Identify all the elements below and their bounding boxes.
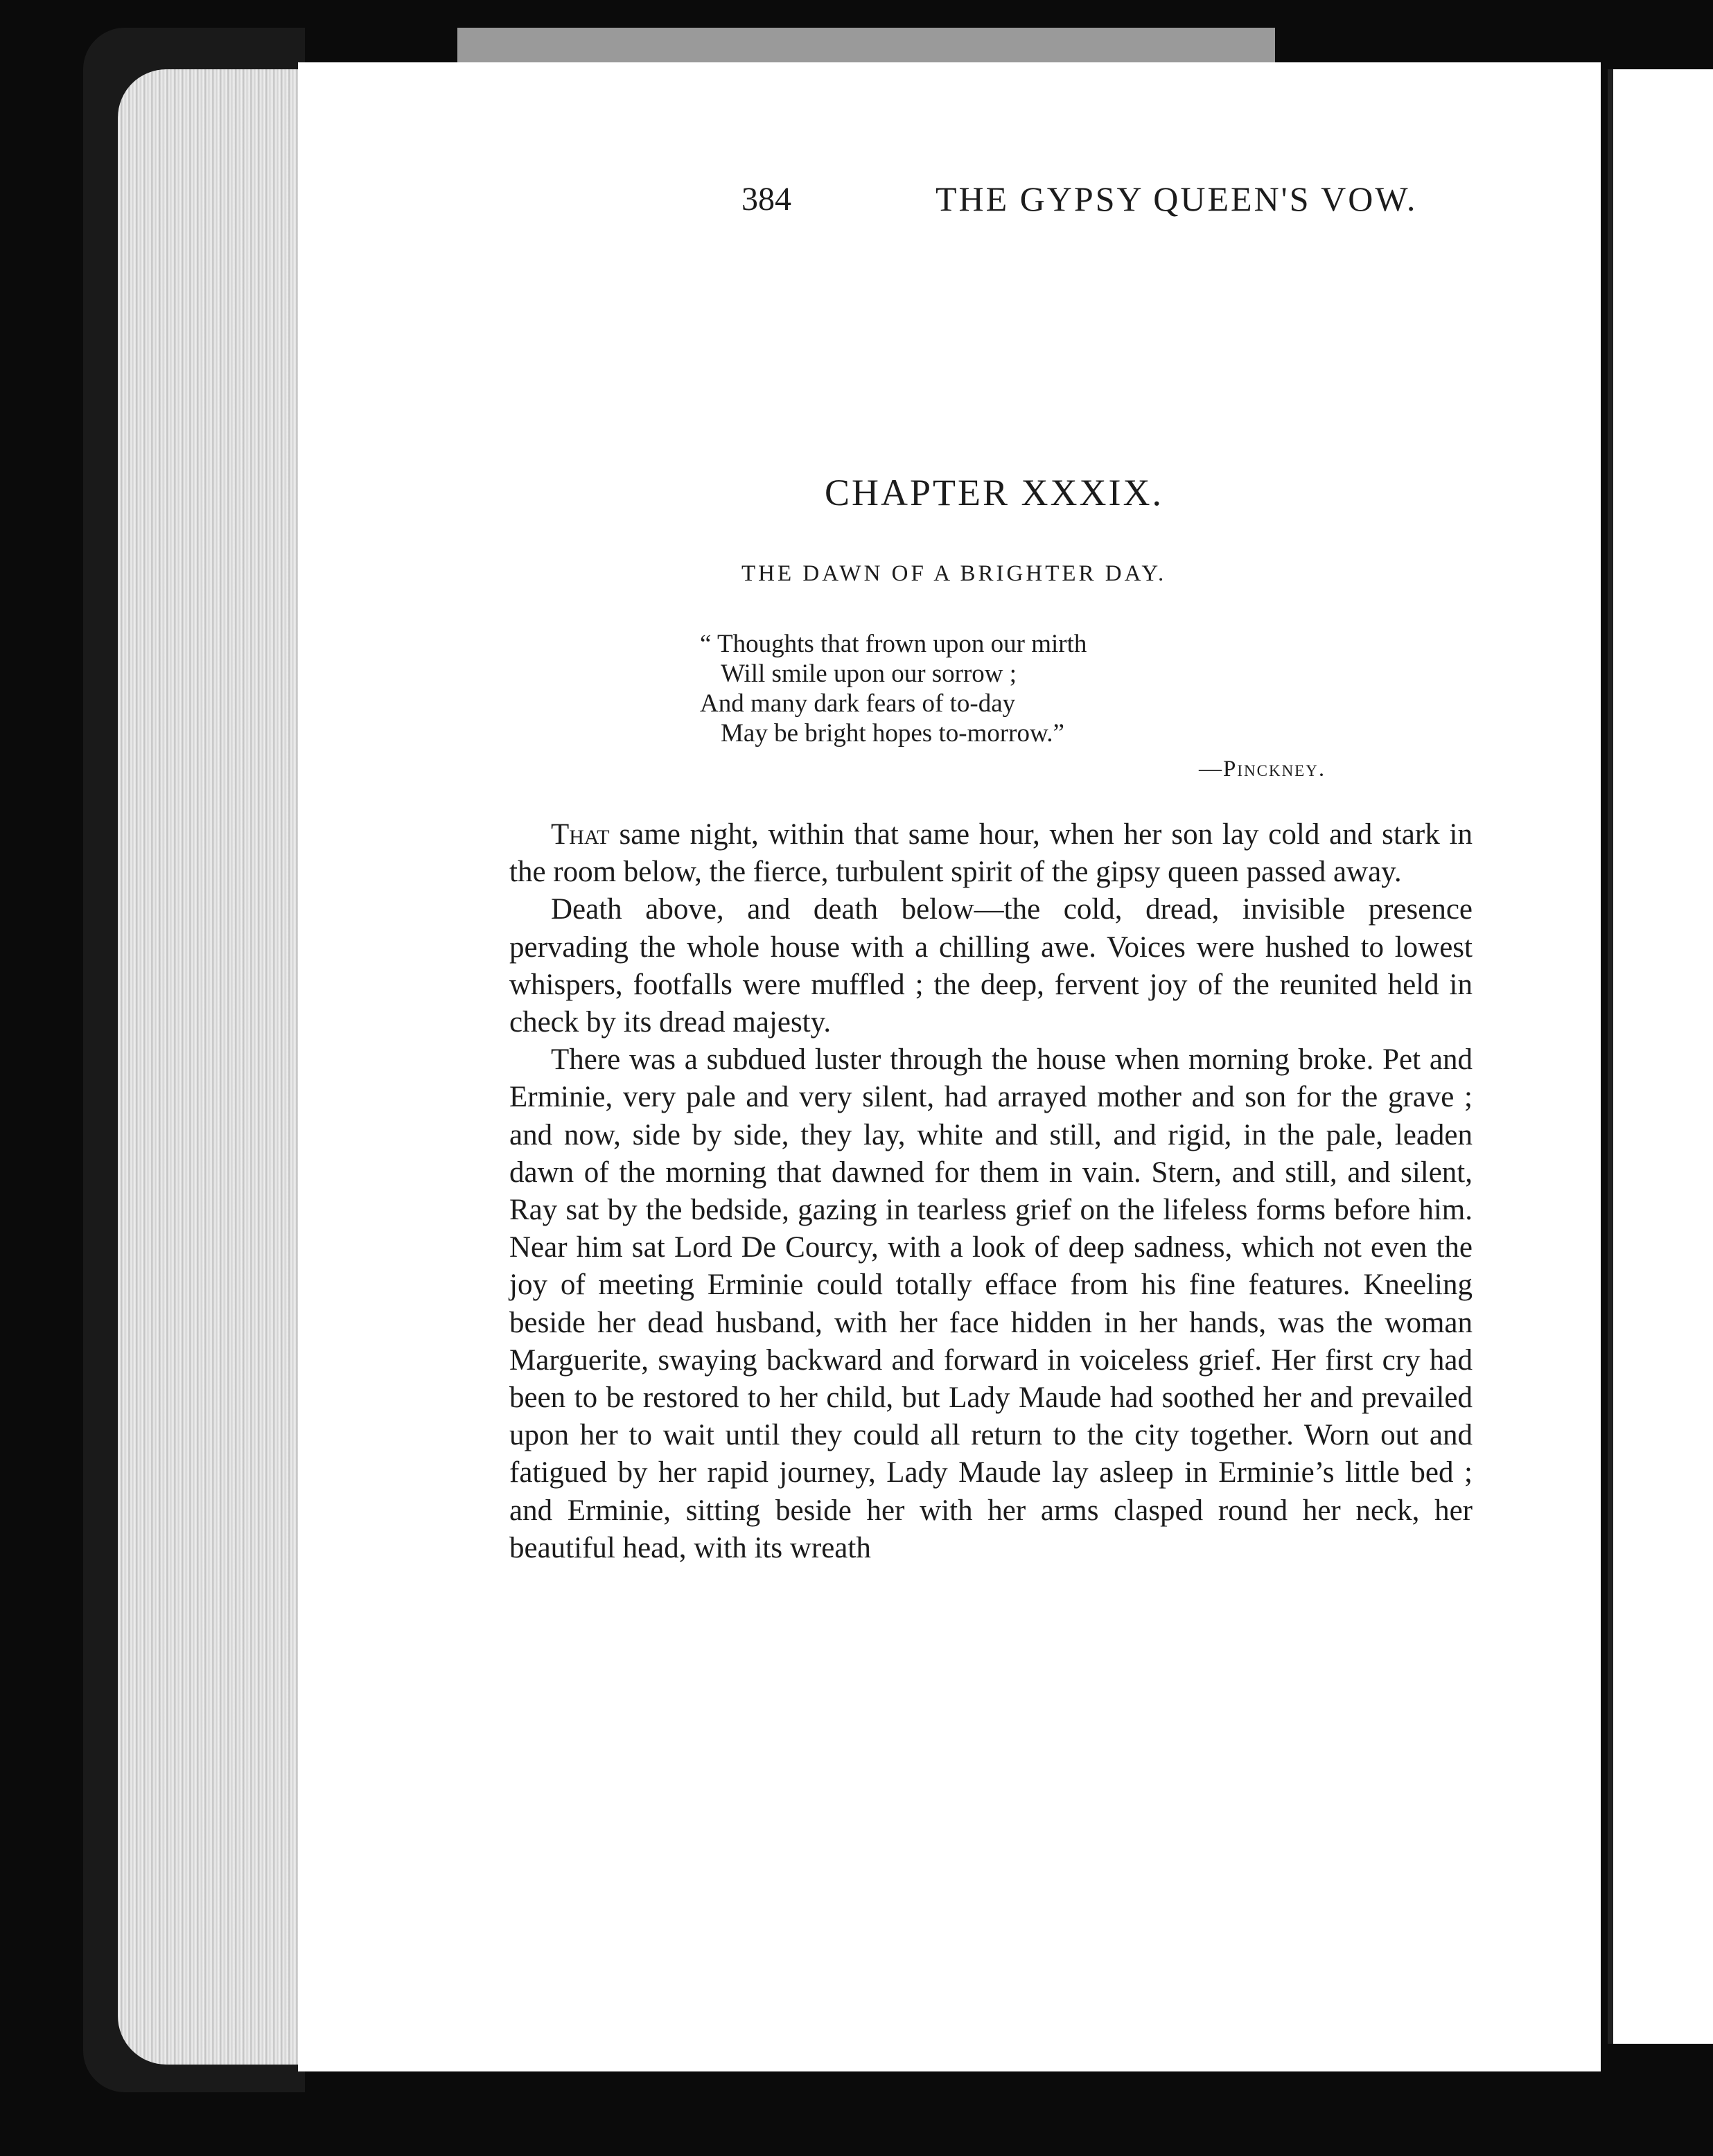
- paragraph-lead-word: That: [551, 818, 610, 851]
- page-fore-edge: [118, 69, 305, 2065]
- chapter-title: CHAPTER XXXIX.: [825, 472, 1164, 513]
- paragraph: There was a subdued luster through the house when morning broke. Pet and Erminie, very pale and very silent, had arrayed mother and son for the grave ; and now, side by side, they lay, white and still, and rigid, in the pale, leaden dawn of the morning that dawned for them in vain. Stern, and still, and silent, Ray sat by the bedside, gazing in tearless grief on the lifeless forms before him. Near him sat Lord De Courcy, with a look of deep sadness, which not even the joy of meeting Erminie could totally efface from his fine features. Kneeling beside her dead husband, with her face hidden in her hands, was the woman Marguerite, swaying backward and forward in voiceless grief. Her first cry had been to be restored to her child, but Lady Maude had soothed her and prevailed upon her to wait until they could all return to the city together. Worn out and fatigued by her rapid journey, Lady Maude lay asleep in Erminie’s little bed ; and Erminie, sitting beside her with her arms clasped round her neck, her beautiful head, with its wreath: [509, 1043, 1473, 1564]
- epigraph-attribution: —Pinckney.: [1199, 757, 1326, 781]
- running-head: [520, 179, 1601, 227]
- book-page: [298, 62, 1601, 2071]
- book-title: THE GYPSY QUEEN'S VOW.: [935, 179, 1418, 218]
- epigraph-line: And many dark fears of to-day: [700, 689, 1016, 718]
- facing-page-edge: [1608, 69, 1713, 2044]
- paragraph-text: same night, within that same hour, when her son lay cold and stark in the room below, the fierce, turbulent spirit of the gipsy queen passed away.: [509, 818, 1473, 889]
- page-number: 384: [741, 181, 791, 218]
- paragraph: Death above, and death below—the cold, dread, invisible presence pervading the whole house with a chilling awe. Voices were hushed to lowest whispers, footfalls were muffled ; the deep, fervent joy of the reunited held in check by its dread majesty.: [509, 893, 1473, 1039]
- epigraph-line: May be bright hopes to-morrow.”: [721, 719, 1064, 748]
- body-text: [509, 816, 1473, 1567]
- paragraph: [509, 816, 1473, 891]
- epigraph-line: Will smile upon our sorrow ;: [721, 660, 1017, 688]
- chapter-subtitle: THE DAWN OF A BRIGHTER DAY.: [741, 561, 1167, 586]
- epigraph-line: “ Thoughts that frown upon our mirth: [700, 630, 1087, 658]
- epigraph: [700, 629, 1087, 748]
